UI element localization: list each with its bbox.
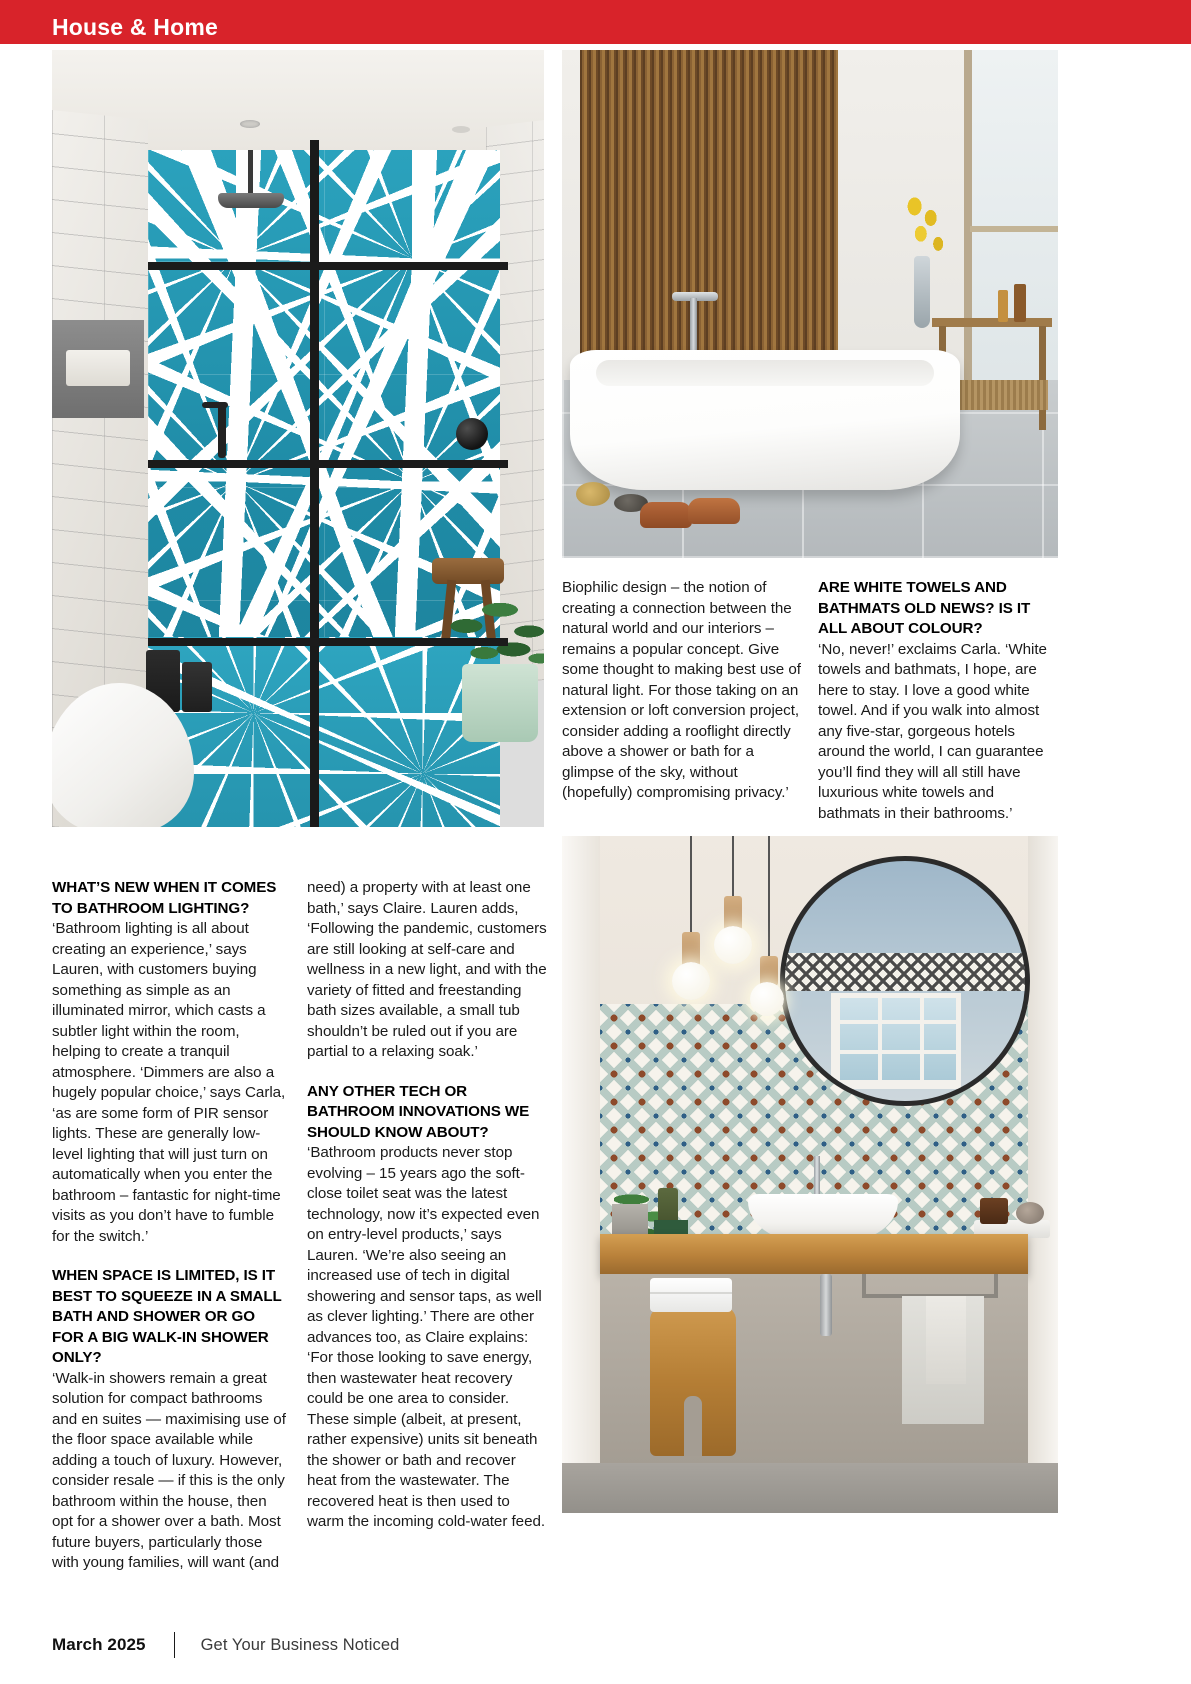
column-tech-innovations bbox=[307, 878, 547, 1533]
shower-valve-icon bbox=[456, 418, 488, 450]
pendant-cord bbox=[690, 836, 692, 932]
towels-body: ‘No, never!’ exclaims Carla. ‘White towels and bathmats, I hope, are here to stay. I love a good white towel. And if you walk into almost any five-star, gorgeous hotels around the world, I can guarantee you’ll find they will all still have luxurious white towels and bathmats in their bathrooms.’ bbox=[818, 640, 1047, 822]
shower-arm bbox=[248, 150, 253, 196]
wood-slat-wall bbox=[580, 50, 838, 380]
shower-screen-frame-horizontal bbox=[148, 460, 508, 468]
footer-divider bbox=[174, 1632, 175, 1658]
lighting-body: ‘Bathroom lighting is all about creating an experience,’ says Lauren, with customers buying something as simple as an illuminated mirror, which casts a subtler light within the room, helping to create a tranquil atmosphere. ‘Dimmers are also a hugely popular choice,’ says Carla, ‘as are some form of PIR sensor lights. These are generally low-level lighting that will just turn on automatically when you enter the bathroom – fantastic for night-time visits as you don’t have to fumble for the switch.’ bbox=[52, 920, 286, 1245]
freestanding-bath bbox=[570, 350, 960, 490]
continuation-body: need) a property with at least one bath,’ says Claire. Lauren adds, ‘Following the pandemic, customers are still looking at self-care and wellness in a new light, and with the variety of fitted and freestanding bath sizes available, a small tub shouldn’t be ruled out if you are partial to a relaxing soak.’ bbox=[307, 879, 547, 1060]
waste-pipe bbox=[820, 1274, 832, 1336]
hanging-hand-towel bbox=[926, 1296, 966, 1384]
pendant-cord bbox=[732, 836, 734, 896]
slipper bbox=[688, 498, 740, 524]
niche-towels bbox=[66, 350, 130, 386]
mirror-reflection-tile-band bbox=[785, 953, 1030, 991]
towel-rail-bracket bbox=[994, 1274, 998, 1296]
towel-rail-bracket bbox=[862, 1274, 866, 1296]
space-limited-body: ‘Walk-in showers remain a great solution for compact bathrooms and en suites — maximising use of the floor space available while adding a touch of luxury. However, consider resale — if this is the only bathroom within the house, then opt for a shower over a bath. Most future buyers, particularly those with young families, will want (and bbox=[52, 1369, 286, 1571]
console-table-leg bbox=[1039, 326, 1046, 430]
space-limited-heading: WHEN SPACE IS LIMITED, IS IT BEST TO SQUEEZE IN A SMALL BATH AND SHOWER OR GO FOR A BIG WALK-IN SHOWER ONLY? bbox=[52, 1267, 282, 1366]
bath-inner-rim bbox=[596, 360, 934, 386]
fern-plant bbox=[444, 590, 544, 680]
tech-body: ‘Bathroom products never stop evolving – 15 years ago the soft-close toilet seat was the latest technology, now it’s expected even on entry-level products,’ says Lauren. ‘We’re also seeing an increased use of tech in digital showering and sensor taps, as well as clever lighting.’ There are other advances too, as Claire explains: ‘For those looking to save energy, then wastewater heat recovery could be one area to consider. These simple (albeit, at present, rather expensive) units sit beneath the shower or bath and recover heat from the wastewater. The recovered heat is then used to warm the incoming cold-water feed. bbox=[307, 1144, 546, 1530]
column-biophilic bbox=[562, 578, 802, 804]
pendant-wood-holder bbox=[682, 932, 700, 966]
console-table-top bbox=[932, 318, 1052, 327]
lighting-heading: WHAT’S NEW WHEN IT COMES TO BATHROOM LIGHTING? bbox=[52, 879, 277, 917]
round-mirror bbox=[780, 856, 1030, 1106]
toiletry-bottle bbox=[998, 290, 1008, 322]
folded-towels bbox=[650, 1278, 732, 1312]
yellow-flowers bbox=[896, 192, 958, 264]
towels-heading: ARE WHITE TOWELS AND BATHMATS OLD NEWS? IS IT ALL ABOUT COLOUR? bbox=[818, 579, 1031, 637]
shower-tiles-photo bbox=[52, 50, 544, 827]
bath-tap-stem bbox=[690, 298, 697, 354]
column-white-towels bbox=[818, 578, 1060, 824]
pendant-cord bbox=[768, 836, 770, 956]
ceiling-spotlight-icon bbox=[452, 126, 470, 133]
footer-issue-date: March 2025 bbox=[52, 1635, 146, 1654]
tech-heading: ANY OTHER TECH OR BATHROOM INNOVATIONS WE SHOULD KNOW ABOUT? bbox=[307, 1082, 530, 1141]
shower-mixer bbox=[218, 402, 226, 458]
ceiling-spotlight-icon bbox=[240, 120, 260, 128]
section-header-bar bbox=[0, 0, 1191, 44]
light-bulb-icon bbox=[750, 982, 784, 1016]
amber-jar bbox=[980, 1198, 1008, 1224]
paragraph-spacer bbox=[307, 1063, 547, 1082]
shower-head-icon bbox=[218, 193, 284, 208]
mirror-reflection-window bbox=[831, 993, 961, 1089]
light-bulb-icon bbox=[714, 926, 752, 964]
floor bbox=[562, 1463, 1058, 1513]
wooden-stool-seat bbox=[432, 558, 504, 584]
paragraph-spacer bbox=[52, 1247, 290, 1266]
wooden-countertop bbox=[600, 1234, 1028, 1274]
shower-screen-frame-horizontal bbox=[148, 638, 508, 646]
vase bbox=[914, 256, 930, 328]
window-frame bbox=[964, 50, 972, 386]
light-bulb-icon bbox=[672, 962, 710, 1000]
pendant-wood-holder bbox=[724, 896, 742, 930]
footer-tagline: Get Your Business Noticed bbox=[200, 1635, 400, 1654]
toiletry-bottle bbox=[1014, 284, 1026, 322]
basin-tap bbox=[814, 1156, 820, 1198]
window-frame bbox=[970, 226, 1058, 232]
freestanding-bath-photo bbox=[562, 50, 1058, 558]
left-wall bbox=[562, 836, 600, 1513]
stool-leg-gap bbox=[684, 1396, 702, 1456]
shower-screen-frame-horizontal bbox=[148, 262, 508, 270]
biophilic-body: Biophilic design – the notion of creating a connection between the natural world and our interiors – remains a popular concept. Give some thought to making best use of natural light. For those taking on an extension or loft conversion project, consider adding a rooflight directly above a shower or bath for a glimpse of the sky, without (hopefully) compromising privacy.’ bbox=[562, 579, 801, 801]
slipper bbox=[640, 502, 692, 528]
decor-stone bbox=[1016, 1202, 1044, 1224]
right-wall bbox=[1028, 836, 1058, 1513]
shower-mixer-handle bbox=[202, 402, 228, 408]
column-lighting bbox=[52, 878, 290, 1574]
page-title: House & Home bbox=[52, 14, 218, 40]
basin-vanity-photo bbox=[562, 836, 1058, 1513]
shower-screen-frame-vertical bbox=[310, 140, 319, 827]
page-footer bbox=[52, 1632, 399, 1658]
toiletry-bottle bbox=[182, 662, 212, 712]
sponge bbox=[576, 482, 610, 506]
